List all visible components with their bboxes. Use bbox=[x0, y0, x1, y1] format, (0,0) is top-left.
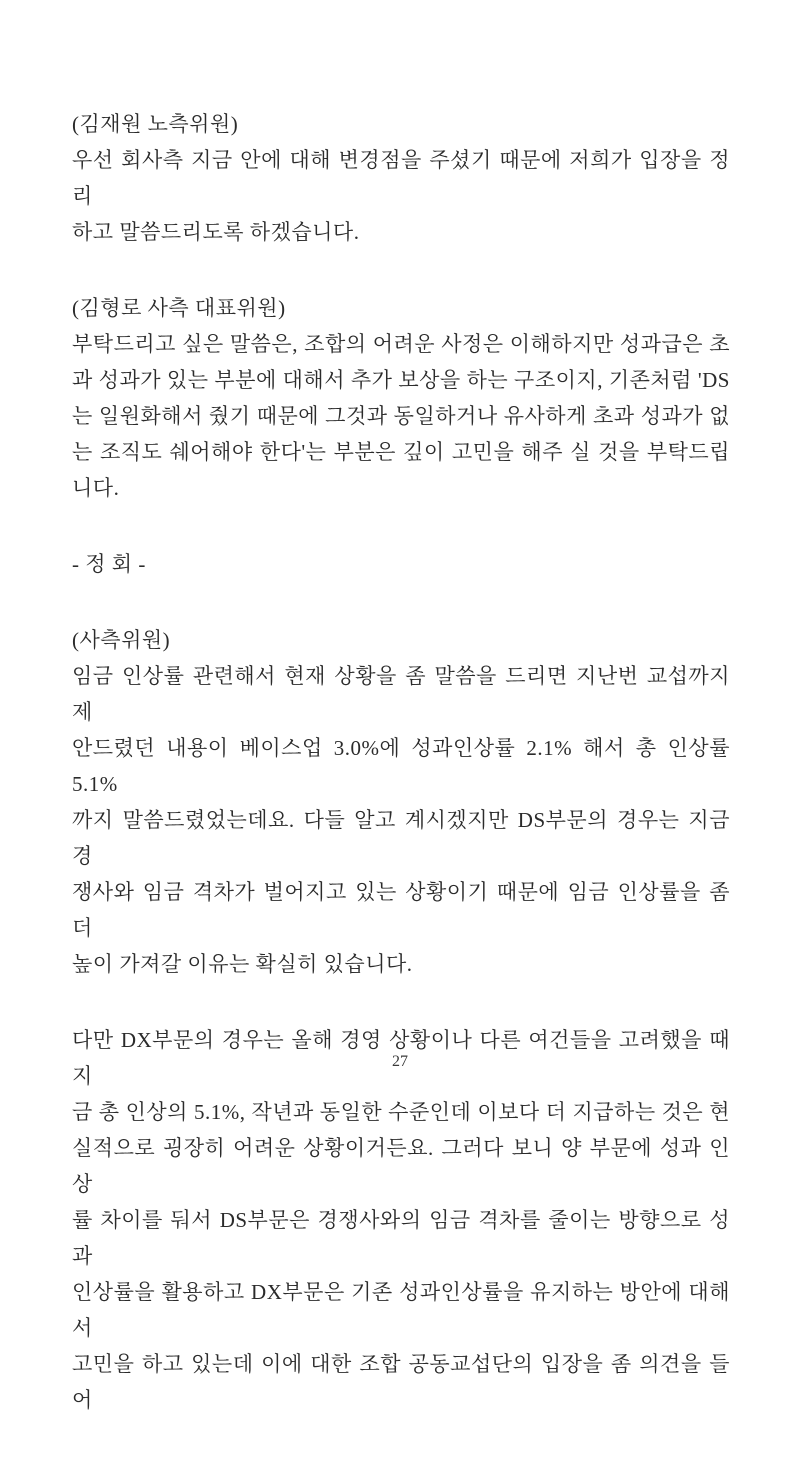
speech-text-line: 높이 가져갈 이유는 확실히 있습니다. bbox=[72, 952, 413, 976]
speech-text-line: 쟁사와 임금 격차가 벌어지고 있는 상황이기 때문에 임금 인상률을 좀 더 bbox=[72, 880, 730, 940]
speech-text-line: 임금 인상률 관련해서 현재 상황을 좀 말씀을 드리면 지난번 교섭까지 제 bbox=[72, 664, 730, 724]
speech-text-line: 다만 DX부문의 경우는 올해 경영 상황이나 다른 여건들을 고려했을 때 지 bbox=[72, 1028, 730, 1088]
recess-divider bbox=[72, 546, 730, 582]
speech-text-line: 니다. bbox=[72, 476, 120, 500]
recess-label: - 정 회 - bbox=[72, 552, 146, 576]
speech-block-company-representative bbox=[72, 290, 730, 506]
speech-text-line: 는 조직도 쉐어해야 한다'는 부분은 깊이 고민을 해주 실 것을 부탁드립 bbox=[72, 440, 730, 464]
speech-text-line: 안드렸던 내용이 베이스업 3.0%에 성과인상률 2.1% 해서 총 인상률 5.1% bbox=[72, 736, 730, 796]
speech-text-line: 는 일원화해서 줬기 때문에 그것과 동일하거나 유사하게 초과 성과가 없 bbox=[72, 404, 730, 428]
speech-text-line: 고민을 하고 있는데 이에 대한 조합 공동교섭단의 입장을 좀 의견을 들어 bbox=[72, 1352, 730, 1412]
speech-text-line: 우선 회사측 지금 안에 대해 변경점을 주셨기 때문에 저희가 입장을 정리 bbox=[72, 148, 730, 208]
speech-block-union-member bbox=[72, 106, 730, 250]
speaker-label: (사측위원) bbox=[72, 628, 171, 652]
speaker-label: (김재원 노측위원) bbox=[72, 112, 239, 136]
speaker-label: (김형로 사측 대표위원) bbox=[72, 296, 286, 320]
speech-block-company-member bbox=[72, 622, 730, 982]
speech-text-line: 금 총 인상의 5.1%, 작년과 동일한 수준인데 이보다 더 지급하는 것은 현 bbox=[72, 1100, 730, 1124]
speech-text-line: 률 차이를 둬서 DS부문은 경쟁사와의 임금 격차를 줄이는 방향으로 성과 bbox=[72, 1208, 730, 1268]
speech-text-line: 인상률을 활용하고 DX부문은 기존 성과인상률을 유지하는 방안에 대해서 bbox=[72, 1280, 730, 1340]
speech-text-line: 하고 말씀드리도록 하겠습니다. bbox=[72, 220, 360, 244]
document-body bbox=[72, 106, 730, 1458]
speech-text-line: 실적으로 굉장히 어려운 상황이거든요. 그러다 보니 양 부문에 성과 인상 bbox=[72, 1136, 730, 1196]
speech-text-line: 까지 말씀드렸었는데요. 다들 알고 계시겠지만 DS부문의 경우는 지금 경 bbox=[72, 808, 730, 868]
speech-block-company-member-continued bbox=[72, 1022, 730, 1418]
speech-text-line: 과 성과가 있는 부분에 대해서 추가 보상을 하는 구조이지, 기존처럼 'DS bbox=[72, 368, 730, 392]
page-number: 27 bbox=[392, 1053, 408, 1070]
speech-text-line: 부탁드리고 싶은 말씀은, 조합의 어려운 사정은 이해하지만 성과급은 초 bbox=[72, 332, 730, 356]
